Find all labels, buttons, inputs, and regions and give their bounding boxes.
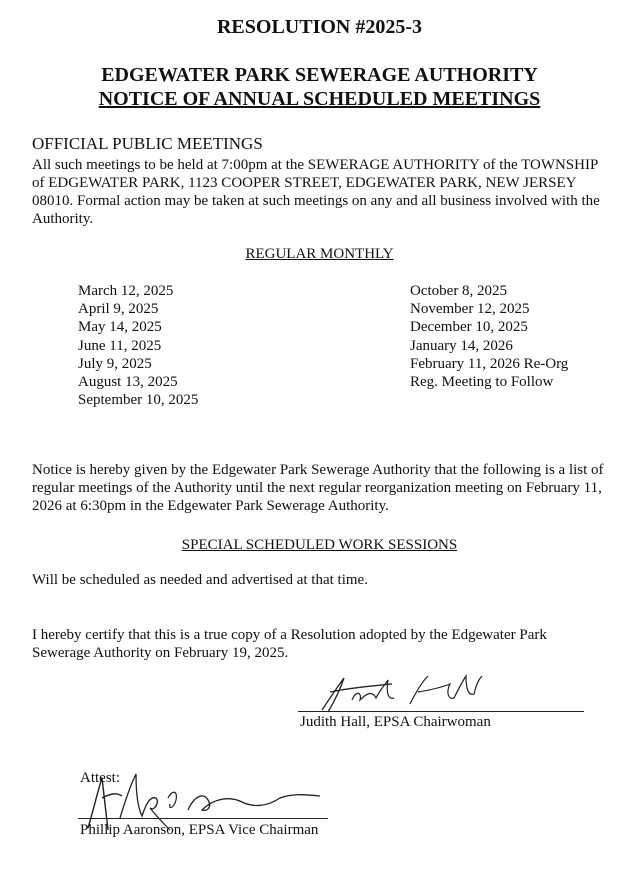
meeting-date: October 8, 2025 xyxy=(410,283,508,299)
meeting-date: July 9, 2025 xyxy=(78,355,152,372)
meeting-date: December 10, 2025 xyxy=(410,319,528,336)
regular-monthly-heading: REGULAR MONTHLY xyxy=(245,246,394,262)
chairwoman-signature xyxy=(300,670,490,720)
meeting-date: Reg. Meeting to Follow xyxy=(410,374,554,391)
meeting-date: March 12, 2025 xyxy=(78,283,174,299)
vice-chairman-signature-line xyxy=(78,818,328,819)
authority-name: EDGEWATER PARK SEWERAGE AUTHORITY xyxy=(101,64,538,86)
meeting-date: April 9, 2025 xyxy=(78,301,159,318)
vice-chairman-name: Phillip Aaronson, EPSA Vice Chairman xyxy=(80,822,319,838)
official-meetings-paragraph: All such meetings to be held at 7:00pm at the SEWERAGE AUTHORITY of the TOWNSHIP of EDGEWATER PARK, 1123 COOPER STREET, EDGEWATER PARK, NEW JERSEY 08010. Formal action may be taken at such meetings on any and all business involved with the Authority. xyxy=(32,157,600,227)
chairwoman-name: Judith Hall, EPSA Chairwoman xyxy=(300,714,491,730)
meeting-date: February 11, 2026 Re-Org xyxy=(410,355,569,372)
meeting-dates-right-column xyxy=(410,282,568,391)
chairwoman-signature-line xyxy=(298,711,584,712)
special-sessions-heading: SPECIAL SCHEDULED WORK SESSIONS xyxy=(181,537,458,553)
meeting-date: November 12, 2025 xyxy=(410,301,530,318)
attest-label: Attest: xyxy=(80,770,120,786)
certification-paragraph: I hereby certify that this is a true copy of a Resolution adopted by the Edgewater Park Sewerage Authority on February 19, 2025. xyxy=(32,627,547,661)
official-meetings-title: OFFICIAL PUBLIC MEETINGS xyxy=(32,134,263,153)
meeting-dates-left-column xyxy=(78,282,198,409)
special-sessions-text: Will be scheduled as needed and advertised at that time. xyxy=(32,572,368,588)
resolution-title: RESOLUTION #2025-3 xyxy=(216,16,423,38)
notice-paragraph: Notice is hereby given by the Edgewater Park Sewerage Authority that the following is a list of regular meetings of the Authority until the next regular reorganization meeting on February 11, 2026 at 6:30pm in the Edgewater Park Sewerage Authority. xyxy=(32,462,604,514)
meeting-date: August 13, 2025 xyxy=(78,374,178,391)
meeting-date: May 14, 2025 xyxy=(78,319,162,336)
meeting-date: January 14, 2026 xyxy=(410,337,513,354)
meeting-date: June 11, 2025 xyxy=(78,337,162,354)
meeting-date: September 10, 2025 xyxy=(78,392,199,409)
notice-title: NOTICE OF ANNUAL SCHEDULED MEETINGS xyxy=(98,88,541,110)
